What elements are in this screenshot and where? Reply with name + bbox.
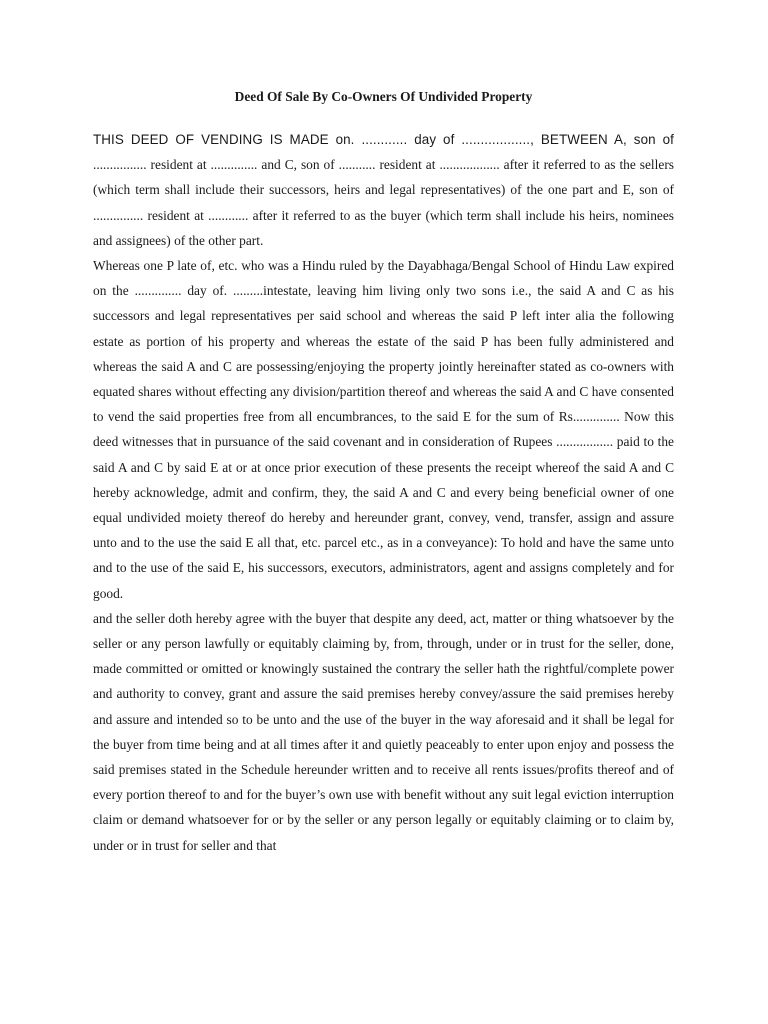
document-title: Deed Of Sale By Co-Owners Of Undivided Property	[234, 89, 533, 104]
document-page	[93, 84, 674, 858]
paragraph-recitals: Whereas one P late of, etc. who was a Hindu ruled by the Dayabhaga/Bengal School of Hindu Law expired on the .............. day of. .........intestate, leaving him living only two sons i.e., the said A and C as his successors and legal representatives per said school and whereas the said P left inter alia the following estate as portion of his property and whereas the estate of the said P has been fully administered and whereas the said A and C are possessing/enjoying the property jointly hereinafter stated as co-owners with equated shares without effecting any division/partition thereof and whereas the said A and C have consented to vend the said properties free from all encumbrances, to the said E for the sum of Rs.............. Now this deed witnesses that in pursuance of the said covenant and in consideration of Rupees ................. paid to the said A and C by said E at or at once prior execution of these presents the receipt whereof the said A and C hereby acknowledge, admit and confirm, they, the said A and C and every being beneficial owner of one equal undivided moiety thereof do hereby and hereunder grant, convey, vend, transfer, assign and assure unto and to the use the said E all that, etc. parcel etc., as in a conveyance): To hold and have the same unto and to the use of the said E, his successors, executors, administrators, agent and assigns completely and for good.	[93, 258, 674, 601]
paragraph-covenant: and the seller doth hereby agree with the buyer that despite any deed, act, matter or thing whatsoever by the seller or any person lawfully or equitably claiming by, from, through, under or in trust for the seller, done, made committed or omitted or knowingly sustained the contrary the seller hath the rightful/complete power and authority to convey, grant and assure the said premises hereby convey/assure the said premises hereby and assure and intended so to be unto and the use of the buyer in the way aforesaid and it shall be legal for the buyer from time being and at all times after it and quietly peaceably to enter upon enjoy and possess the said premises stated in the Schedule hereunder written and to receive all rents issues/profits thereof and of every portion thereof to and for the buyer’s own use with benefit without any suit legal eviction interruption claim or demand whatsoever for or by the seller or any person legally or equitably claiming or to claim by, under or in trust for seller and that	[93, 610, 674, 853]
paragraph-parties: THIS DEED OF VENDING IS MADE on. ............ day of .................., BETWEEN A, son of ................ resident at .............. and C, son of ........... resident at .................. after it referred to as the sellers (which term shall include their successors, heirs and legal representatives) of the one part and E, son of ............... resident at ............ after it referred to as the buyer (which term shall include his heirs, nominees and assignees) of the other part.	[93, 132, 674, 248]
